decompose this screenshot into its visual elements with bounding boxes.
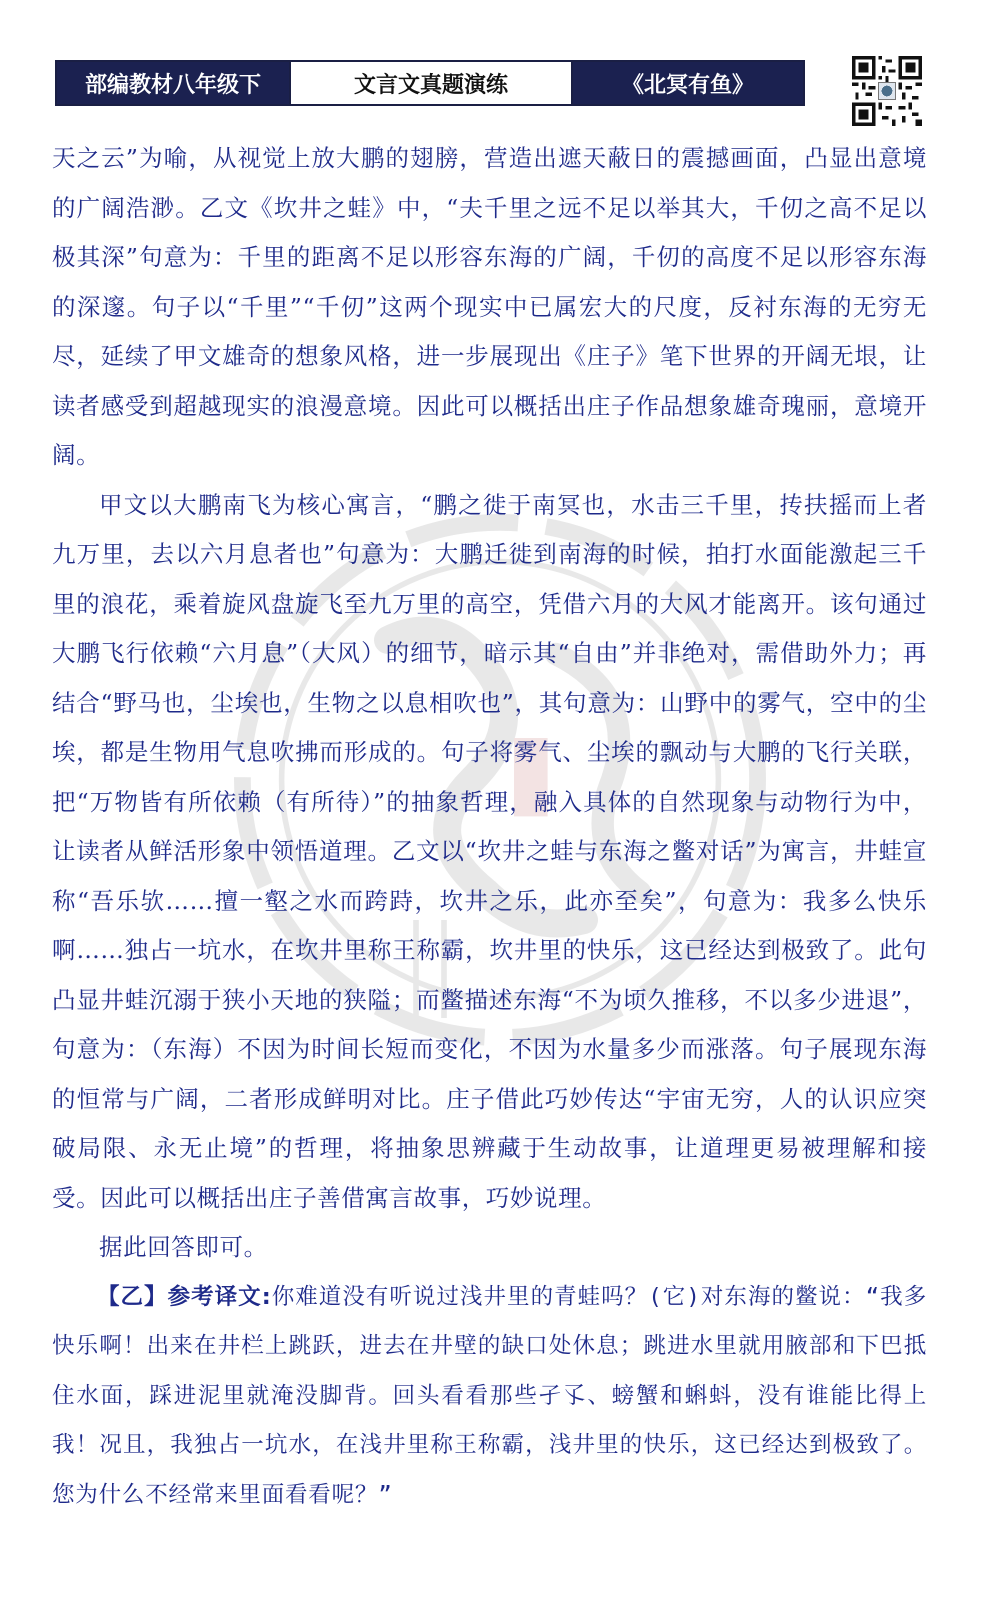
header-section-title: 文言文真题演练 bbox=[289, 62, 573, 104]
translation-label: 【乙】参考译文: bbox=[97, 1283, 272, 1310]
article-body bbox=[52, 134, 927, 1520]
header-grade-label: 部编教材八年级下 bbox=[57, 62, 289, 104]
header-lesson-title: 《北冥有鱼》 bbox=[573, 62, 803, 104]
translation-text: 你难道没有听说过浅井里的青蛙吗？(它)对东海的鳖说：“我多快乐啊！出来在井栏上跳跃，进去在井壁的缺口处休息；跳进水里就用腋部和下巴抵住水面，踩进泥里就淹没脚背。回头看看那些孑孓、螃蟹和蝌蚪，没有谁能比得上我！况且，我独占一坑水，在浅井里称王称霸，浅井里的快乐，这已经达到极致了。您为什么不经常来里面看看呢？” bbox=[52, 1283, 928, 1508]
paragraph-analysis-2: 甲文以大鹏南飞为核心寓言，“鹏之徙于南冥也，水击三千里，抟扶摇而上者九万里，去以六月息者也”句意为：大鹏迁徙到南海的时候，拍打水面能激起三千里的浪花，乘着旋风盘旋飞至九万里的高空，凭借六月的大风才能离开。该句通过大鹏飞行依赖“六月息”（大风）的细节，暗示其“自由”并非绝对，需借助外力；再结合“野马也，尘埃也，生物之以息相吹也”，其句意为：山野中的雾气，空中的尘埃，都是生物用气息吹拂而形成的。句子将雾气、尘埃的飘动与大鹏的飞行关联，把“万物皆有所依赖（有所待）”的抽象哲理，融入具体的自然现象与动物行为中，让读者从鲜活形象中领悟道理。乙文以“坎井之蛙与东海之鳖对话”为寓言，井蛙宣称“吾乐欤……擅一壑之水而跨跱，坎井之乐，此亦至矣”，句意为：我多么快乐啊……独占一坑水，在坎井里称王称霸，坎井里的快乐，这已经达到极致了。此句凸显井蛙沉溺于狭小天地的狭隘；而鳖描述东海“不为顷久推移，不以多少进退”，句意为：（东海）不因为时间长短而变化，不因为水量多少而涨落。句子展现东海的恒常与广阔，二者形成鲜明对比。庄子借此巧妙传达“宇宙无穷，人的认识应突破局限、永无止境”的哲理，将抽象思辨藏于生动故事，让道理更易被理解和接受。因此可以概括出庄子善借寓言故事，巧妙说理。 bbox=[52, 490, 927, 1212]
paragraph-analysis-1: 天之云”为喻，从视觉上放大鹏的翅膀，营造出遮天蔽日的震撼画面，凸显出意境的广阔浩渺。乙文《坎井之蛙》中，“夫千里之远不足以举其大，千仞之高不足以极其深”句意为：千里的距离不足以形容东海的广阔，千仞的高度不足以形容东海的深邃。句子以“千里”“千仞”这两个现实中已属宏大的尺度，反衬东海的无穷无尽，延续了甲文雄奇的想象风格，进一步展现出《庄子》笔下世界的开阔无垠，让读者感受到超越现实的浪漫意境。因此可以概括出庄子作品想象雄奇瑰丽，意境开阔。 bbox=[52, 144, 927, 469]
qr-code-icon bbox=[852, 56, 922, 126]
header-bar bbox=[55, 60, 805, 106]
translation-block bbox=[52, 1273, 927, 1521]
paragraph-answer-note: 据此回答即可。 bbox=[99, 1233, 268, 1261]
